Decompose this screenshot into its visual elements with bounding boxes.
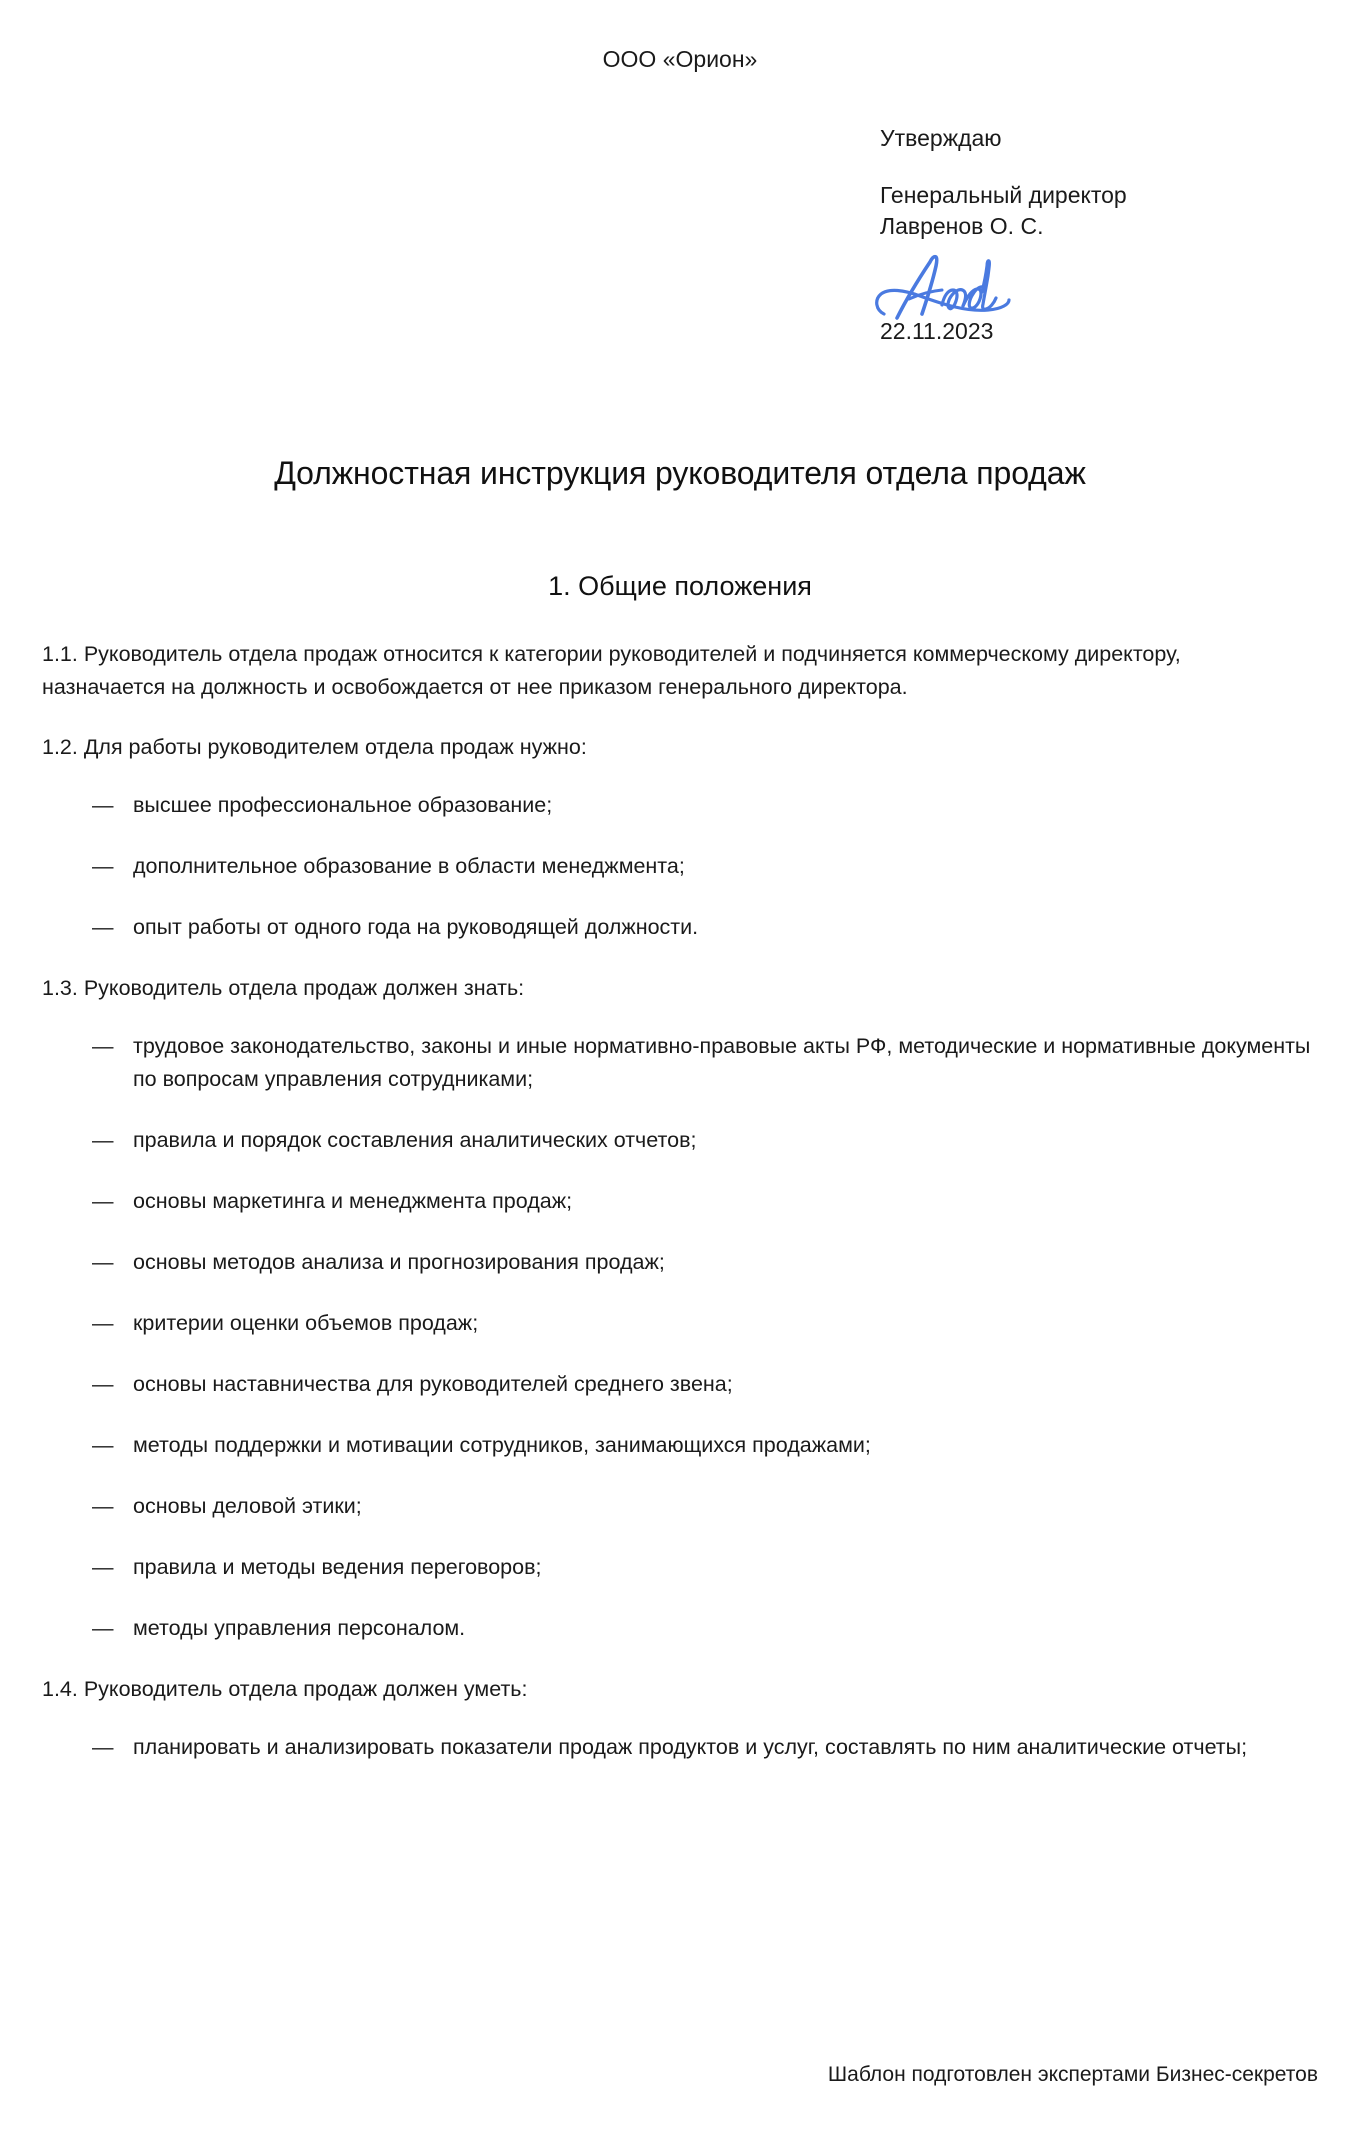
- em-dash-marker: —: [92, 1735, 114, 1759]
- section-heading: 1. Общие положения: [548, 571, 812, 601]
- paragraph-1-2: 1.2. Для работы руководителем отдела продаж нужно:: [42, 735, 587, 759]
- list-item-label: высшее профессиональное образование;: [133, 793, 553, 817]
- list-item: [42, 1246, 1318, 1279]
- list-item-label: основы деловой этики;: [133, 1494, 362, 1518]
- em-dash-marker: —: [92, 1616, 114, 1640]
- list-item: [42, 789, 1318, 822]
- list-item-label: методы поддержки и мотивации сотрудников, занимающихся продажами;: [133, 1433, 871, 1457]
- organization-name: ООО «Орион»: [602, 46, 758, 72]
- list-item: [42, 911, 1318, 944]
- em-dash-marker: —: [92, 1372, 114, 1396]
- list-item-label: основы маркетинга и менеджмента продаж;: [133, 1189, 573, 1213]
- em-dash-marker: —: [92, 915, 114, 939]
- em-dash-marker: —: [92, 1433, 114, 1457]
- approver-name: Лавренов О. С.: [880, 213, 1044, 239]
- list-item: [42, 1731, 1318, 1764]
- em-dash-marker: —: [92, 854, 114, 878]
- approval-date: 22.11.2023: [880, 318, 994, 344]
- em-dash-marker: —: [92, 1034, 114, 1058]
- list-item: [42, 1612, 1318, 1645]
- list-item: [42, 1490, 1318, 1523]
- list-item: [42, 1551, 1318, 1584]
- em-dash-marker: —: [92, 1494, 114, 1518]
- approval-label: Утверждаю: [880, 125, 1002, 151]
- approval-spacer: [880, 154, 1300, 180]
- list-item-label: опыт работы от одного года на руководящей должности.: [133, 915, 699, 939]
- list-item: [42, 1368, 1318, 1401]
- list-item: [42, 1124, 1318, 1157]
- list-item: [42, 850, 1318, 883]
- em-dash-marker: —: [92, 1311, 114, 1335]
- signature-image: [868, 248, 1300, 320]
- list-item: [42, 1030, 1318, 1096]
- list-item: [42, 1185, 1318, 1218]
- paragraph-1-1: 1.1. Руководитель отдела продаж относится к категории руководителей и подчиняется коммерческому директору, назначается на должность и освобождается от нее приказом генерального директора.: [42, 642, 1181, 699]
- list-item-label: методы управления персоналом.: [133, 1616, 466, 1640]
- em-dash-marker: —: [92, 1555, 114, 1579]
- list-item-label: правила и порядок составления аналитических отчетов;: [133, 1128, 697, 1152]
- em-dash-marker: —: [92, 1189, 114, 1213]
- list-item-label: основы наставничества для руководителей среднего звена;: [133, 1372, 733, 1396]
- list-item-label: дополнительное образование в области менеджмента;: [133, 854, 685, 878]
- paragraph-1-3: 1.3. Руководитель отдела продаж должен знать:: [42, 976, 525, 1000]
- approver-position: Генеральный директор: [880, 182, 1127, 208]
- list-item-label: критерии оценки объемов продаж;: [133, 1311, 479, 1335]
- em-dash-marker: —: [92, 793, 114, 817]
- document-body: [42, 638, 1318, 1792]
- list-item-label: основы методов анализа и прогнозирования продаж;: [133, 1250, 665, 1274]
- footer-note: Шаблон подготовлен экспертами Бизнес-секретов: [827, 2063, 1318, 2086]
- page-title: Должностная инструкция руководителя отдела продаж: [274, 455, 1086, 491]
- approval-block: [880, 123, 1300, 346]
- list-item-label: планировать и анализировать показатели продаж продуктов и услуг, составлять по ним аналитические отчеты;: [133, 1735, 1248, 1759]
- list-item-label: правила и методы ведения переговоров;: [133, 1555, 542, 1579]
- list-item: [42, 1429, 1318, 1462]
- paragraph-1-4: 1.4. Руководитель отдела продаж должен уметь:: [42, 1677, 528, 1701]
- list-item: [42, 1307, 1318, 1340]
- em-dash-marker: —: [92, 1250, 114, 1274]
- em-dash-marker: —: [92, 1128, 114, 1152]
- list-item-label: трудовое законодательство, законы и иные нормативно-правовые акты РФ, методические и нормативные документы по вопросам управления сотрудниками;: [133, 1034, 1311, 1091]
